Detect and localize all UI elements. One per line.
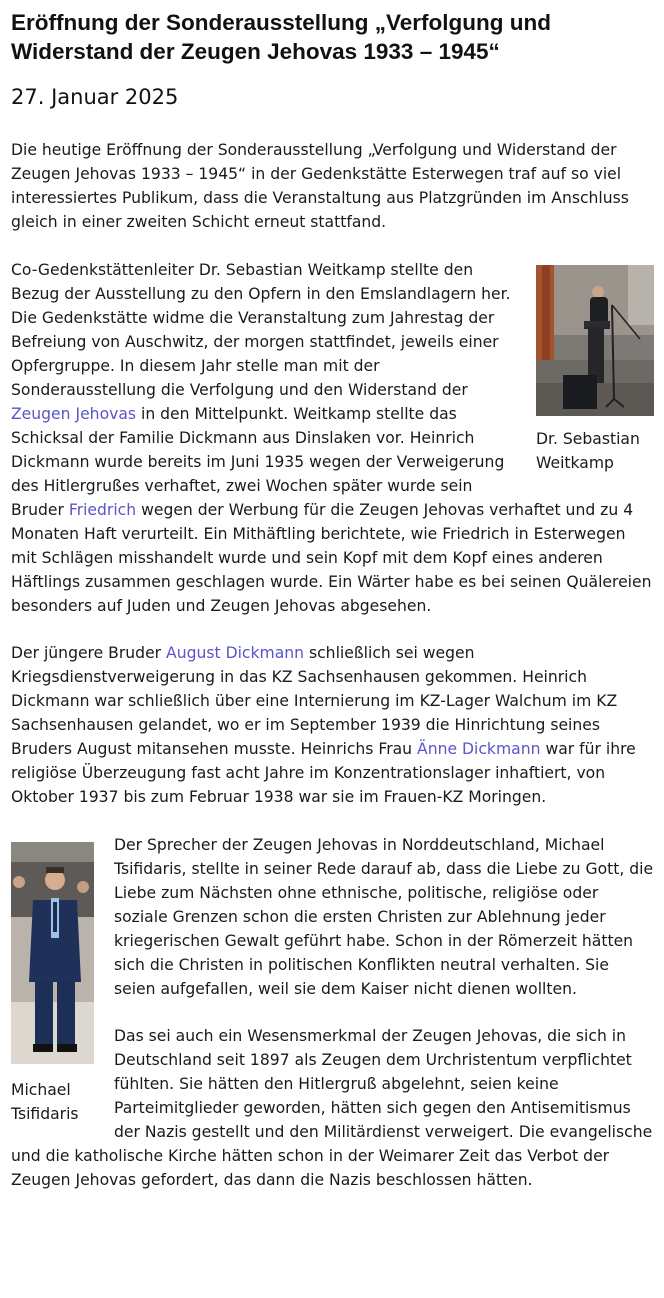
paragraph-wesensmerkmal: Das sei auch ein Wesensmerkmal der Zeugen Jehovas, die sich in Deutschland seit 1897 als Zeugen dem Urchristentum verpflichtet fühlten. Sie hätten den Hitlergruß abgelehnt, seien keine Parteimitglieder geworden, hätten sich gegen den Antisemitismus der Nazis gestellt und den Militärdienst verweigert. Die evangelische und die katholische Kirche hätten schon in der Weimarer Zeit das Verbot der Zeugen Jehovas gefordert, das dann die Nazis beschlossen hätten. [11, 1027, 653, 1189]
paragraph-tsifidaris: Der Sprecher der Zeugen Jehovas in Norddeutschland, Michael Tsifidaris, stellte in seiner Rede darauf ab, dass die Liebe zu Gott, die Liebe zum Nächsten ohne ethnische, politische, religiöse oder soziale Grenzen schon die ersten Christen zur Ablehnung jeder kriegerischen Gewalt geführt habe. Schon in der Römerzeit hätten sich die Christen in politischen Konflikten neutral verhalten. Sie seien aufgefallen, weil sie dem Kaiser nicht dienen wollten. [114, 836, 654, 998]
weitkamp-photo [536, 265, 654, 416]
link-august-dickmann[interactable]: August Dickmann [166, 644, 305, 662]
tsifidaris-photo [11, 842, 94, 1064]
weitkamp-caption: Dr. Sebastian Weitkamp [536, 430, 640, 472]
article [11, 0, 654, 1192]
p2-text-1: Co-Gedenkstättenleiter Dr. Sebastian Weitkamp stellte den Bezug der Ausstellung zu den Opfern in den Emslandlagern her. Die Gedenkstätte widme die Veranstaltung zum Jahrestag der Befreiung von Auschwitz, der morgen stattfindet, jeweils einer Opfergruppe. In diesem Jahr stelle man mit der Sonderausstellung die Verfolgung und den Widerstand der [11, 261, 511, 399]
article-title: Eröffnung der Sonderausstellung „Verfolgung und Widerstand der Zeugen Jehovas 1933 – 1945“ [11, 10, 551, 64]
article-date: 27. Januar 2025 [11, 85, 179, 109]
link-zeugen-jehovas[interactable]: Zeugen Jehovas [11, 405, 137, 423]
p3-text-3: war für ihre religiöse Überzeugung fast acht Jahre im Konzentrationslager inhaftiert, von Oktober 1937 bis zum Februar 1938 war sie im Frauen-KZ Moringen. [11, 740, 636, 806]
figure-weitkamp [536, 265, 654, 475]
paragraph-dickmann [11, 641, 654, 809]
p2-text-3: wegen der Werbung für die Zeugen Jehovas verhaftet und zu 4 Monaten Haft verurteilt. Ein Mithäftling berichtete, wie Friedrich in Esterwegen mit Schlägen misshandelt wurde und sein Kopf mit dem Kopf eines anderen Häftlings zusammen geschlagen wurde. Ein Wärter habe es bei seinen Quälereien besonders auf Juden und Zeugen Jehovas abgesehen. [11, 501, 652, 615]
paragraph-intro: Die heutige Eröffnung der Sonderausstellung „Verfolgung und Widerstand der Zeugen Jehovas 1933 – 1945“ in der Gedenkstätte Esterwegen traf auf so viel interessiertes Publikum, dass die Veranstaltung aus Platzgründen im Anschluss gleich in einer zweiten Schicht erneut stattfand. [11, 141, 629, 231]
link-friedrich[interactable]: Friedrich [68, 501, 137, 519]
p3-text-2: schließlich sei wegen Kriegsdienstverweigerung in das KZ Sachsenhausen gekommen. Heinrich Dickmann war schließlich über eine Internierung im KZ-Lager Walchum im KZ Sachsenhausen gelandet, wo er im September 1939 die Hinrichtung seines Bruders August mitansehen musste. Heinrichs Frau [11, 644, 618, 758]
figure-tsifidaris [11, 842, 97, 1128]
p3-text-1: Der jüngere Bruder [11, 644, 167, 662]
tsifidaris-caption: Michael Tsifidaris [11, 1081, 79, 1123]
link-aenne-dickmann[interactable]: Änne Dickmann [417, 740, 541, 758]
p2-text-2: in den Mittelpunkt. Weitkamp stellte das Schicksal der Familie Dickmann aus Dinslaken vor. Heinrich Dickmann wurde bereits im Juni 1935 wegen der Verweigerung des Hitlergrußes verhaftet, zwei Wochen später wurde sein Bruder [11, 405, 505, 519]
